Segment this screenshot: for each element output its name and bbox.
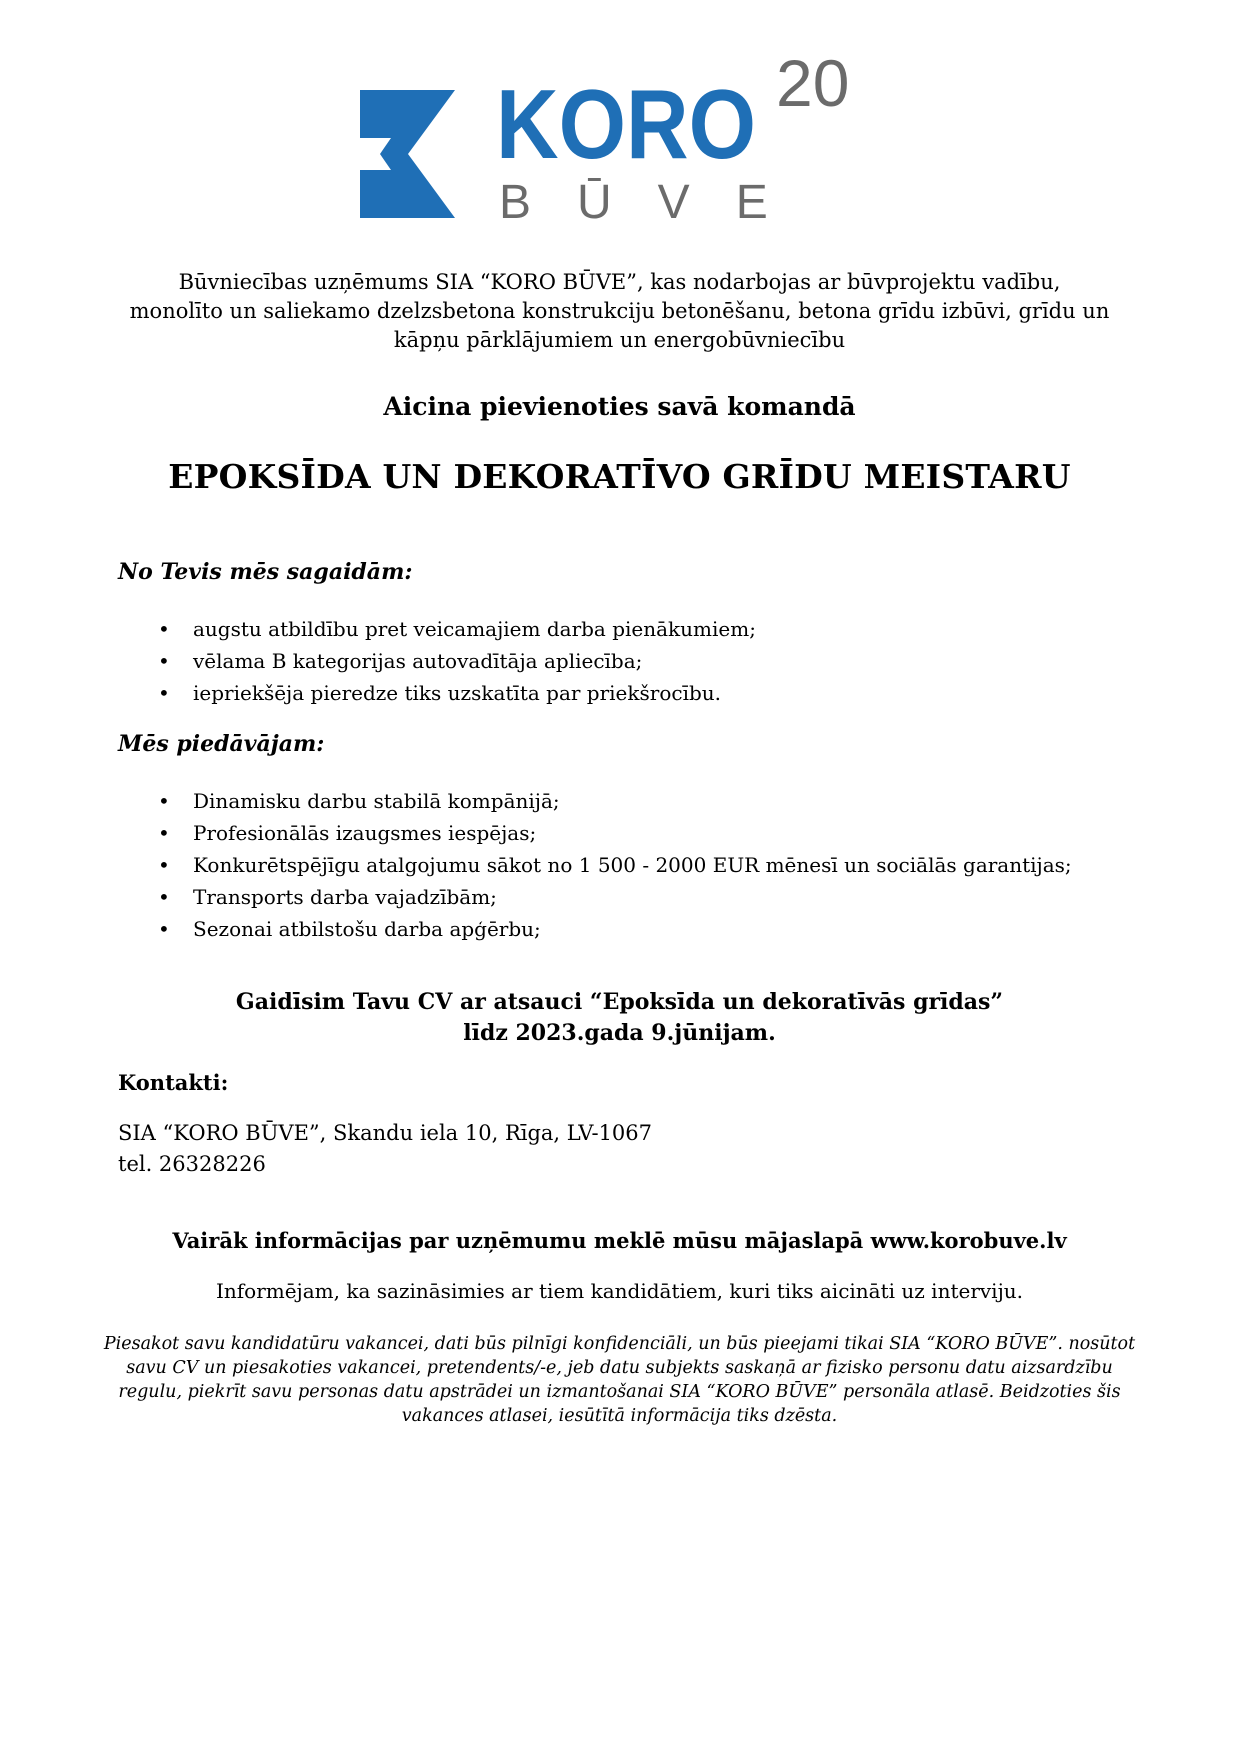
cv-request — [0, 987, 1239, 1049]
bullet-icon: • — [158, 821, 170, 845]
bullet-icon: • — [158, 789, 170, 813]
disclaimer-line: savu CV un piesakoties vakancei, pretendents/-e, jeb datu subjekts saskaņā ar fizisko personu datu aizsardzību — [126, 1358, 1113, 1378]
intro-line: kāpņu pārklājumiem un energobūvniecību — [393, 328, 846, 352]
intro-paragraph — [0, 268, 1239, 355]
list-item — [0, 849, 1072, 881]
position-title: EPOKSĪDA UN DEKORATĪVO GRĪDU MEISTARU — [168, 457, 1071, 496]
expect-section-title: No Tevis mēs sagaidām: — [118, 559, 413, 585]
invite-heading: Aicina pievienoties savā komandā — [383, 392, 856, 421]
cv-request-line: Gaidīsim Tavu CV ar atsauci “Epoksīda un dekoratīvās grīdas” — [235, 989, 1004, 1015]
list-item-text: Transports darba vajadzībām; — [193, 885, 497, 909]
list-item — [0, 645, 756, 677]
logo-wordmark: KORO — [496, 69, 756, 179]
intro-line: monolīto un saliekamo dzelzsbetona konstrukciju betonēšanu, betona grīdu izbūvi, grīdu un — [129, 299, 1110, 323]
list-item — [0, 613, 756, 645]
list-item-text: Dinamisku darbu stabilā kompānijā; — [193, 789, 560, 813]
list-item — [0, 785, 1072, 817]
company-logo — [356, 56, 886, 226]
list-item-text: augstu atbildību pret veicamajiem darba pienākumiem; — [193, 617, 756, 641]
intro-line: Būvniecības uzņēmums SIA “KORO BŪVE”, kas nodarbojas ar būvprojektu vadību, — [178, 270, 1061, 294]
list-item-text: iepriekšēja pieredze tiks uzskatīta par priekšrocību. — [193, 681, 722, 705]
list-item — [0, 817, 1072, 849]
list-item — [0, 913, 1072, 945]
bullet-icon: • — [158, 885, 170, 909]
contacts-block — [118, 1118, 652, 1180]
interview-notice: Informējam, ka sazināsimies ar tiem kandidātiem, kuri tiks aicināti uz interviju. — [215, 1279, 1024, 1303]
disclaimer-line: regulu, piekrīt savu personas datu apstrādei un izmantošanai SIA “KORO BŪVE” personāla atlasē. Beidzoties šis — [118, 1382, 1121, 1402]
logo-k-mark-icon — [360, 90, 455, 218]
privacy-disclaimer — [0, 1332, 1239, 1428]
list-item — [0, 677, 756, 709]
disclaimer-line: vakances atlasei, iesūtītā informācija tiks dzēsta. — [401, 1406, 838, 1426]
bullet-icon: • — [158, 681, 170, 705]
website-info: Vairāk informācijas par uzņēmumu meklē mūsu mājaslapā www.korobuve.lv — [172, 1228, 1067, 1253]
list-item-text: Konkurētspējīgu atalgojumu sākot no 1 500 - 2000 EUR mēnesī un sociālās garantijas; — [193, 853, 1072, 877]
list-item — [0, 881, 1072, 913]
bullet-icon: • — [158, 649, 170, 673]
offer-section-title: Mēs piedāvājam: — [118, 731, 325, 757]
list-item-text: Profesionālās izaugsmes iespējas; — [193, 821, 537, 845]
disclaimer-line: Piesakot savu kandidatūru vakancei, dati būs pilnīgi konfidenciāli, un būs pieejami tikai SIA “KORO BŪVE”. nosūtot — [103, 1334, 1136, 1354]
contact-address: SIA “KORO BŪVE”, Skandu iela 10, Rīga, LV-1067 — [118, 1121, 653, 1145]
cv-deadline: līdz 2023.gada 9.jūnijam. — [463, 1020, 776, 1046]
bullet-icon: • — [158, 917, 170, 941]
bullet-icon: • — [158, 617, 170, 641]
bullet-icon: • — [158, 853, 170, 877]
list-item-text: vēlama B kategorijas autovadītāja apliecība; — [193, 649, 643, 673]
contacts-title: Kontakti: — [118, 1070, 229, 1095]
expect-list — [0, 613, 756, 709]
logo-anniversary-number: 20 — [776, 56, 850, 120]
logo-subword: BŪVE — [499, 176, 814, 226]
list-item-text: Sezonai atbilstošu darba apģērbu; — [193, 917, 541, 941]
contact-phone: tel. 26328226 — [118, 1152, 266, 1176]
offer-list — [0, 785, 1072, 945]
